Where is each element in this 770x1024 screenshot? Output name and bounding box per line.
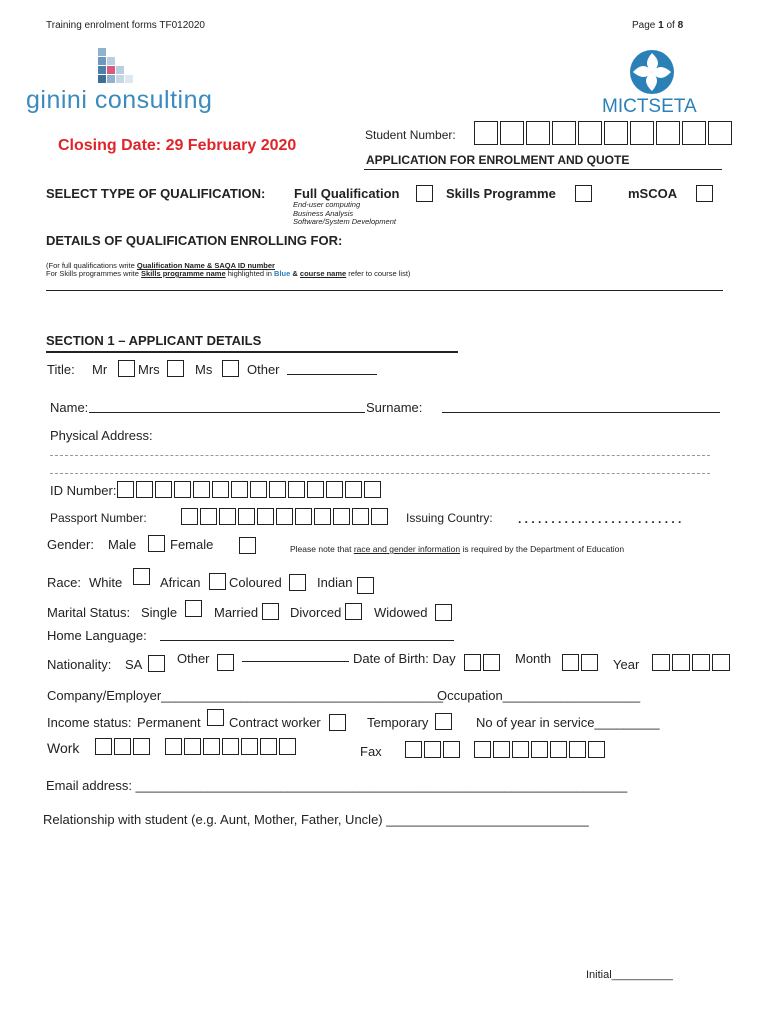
name-line[interactable] [89, 412, 365, 413]
sub-item-end-user: End-user computing [293, 200, 361, 209]
ms-label: Ms [195, 362, 213, 377]
company-employer-field[interactable]: Company/Employer_______________________________________ [47, 688, 444, 703]
form-code: Training enrolment forms TF012020 [46, 20, 205, 31]
divorced-checkbox[interactable] [345, 603, 362, 620]
passport-boxes[interactable] [181, 508, 388, 525]
dob-day-label: Date of Birth: Day [353, 651, 456, 666]
years-in-service-field[interactable]: No of year in service_________ [476, 715, 660, 730]
address-line-1[interactable] [50, 455, 710, 456]
nationality-other-line[interactable] [242, 661, 349, 662]
nationality-other-checkbox[interactable] [217, 654, 234, 671]
qualification-label: SELECT TYPE OF QUALIFICATION: [46, 186, 266, 201]
married-checkbox[interactable] [262, 603, 279, 620]
physical-address-label: Physical Address: [50, 428, 153, 443]
permanent-checkbox[interactable] [207, 709, 224, 726]
initial-field[interactable]: Initial__________ [586, 969, 673, 981]
ginini-logo [26, 46, 216, 118]
full-qualification-label: Full Qualification [294, 186, 400, 201]
sub-item-business-analysis: Business Analysis [293, 209, 354, 218]
page-indicator: Page 1 of 8 [632, 20, 684, 31]
student-number-boxes[interactable] [474, 121, 732, 145]
african-label: African [160, 575, 201, 590]
ms-checkbox[interactable] [222, 360, 239, 377]
nationality-label: Nationality: [47, 657, 112, 672]
sa-checkbox[interactable] [148, 655, 165, 672]
ginini-wordmark: ginini consulting [26, 86, 213, 114]
occupation-field[interactable]: Occupation___________________ [437, 688, 641, 703]
male-checkbox[interactable] [148, 535, 165, 552]
coloured-checkbox[interactable] [289, 574, 306, 591]
mscoa-label: mSCOA [628, 186, 678, 201]
home-language-label: Home Language: [47, 628, 147, 643]
white-checkbox[interactable] [133, 568, 150, 585]
issuing-country-dots[interactable]: . . . . . . . . . . . . . . . . . . . . . . . . . [518, 512, 682, 526]
section1-underline [46, 351, 458, 353]
mscoa-checkbox[interactable] [696, 185, 713, 202]
sub-item-software: Software/System Development [293, 217, 396, 226]
home-language-line[interactable] [160, 640, 454, 641]
female-label: Female [170, 537, 214, 552]
closing-date: Closing Date: 29 February 2020 [58, 137, 297, 154]
work-number-boxes[interactable] [165, 738, 296, 755]
work-phone-label: Work [47, 740, 80, 756]
marital-status-label: Marital Status: [47, 605, 131, 620]
details-heading: DETAILS OF QUALIFICATION ENROLLING FOR: [46, 233, 343, 248]
qualification-entry-line[interactable] [46, 290, 723, 291]
issuing-country-label: Issuing Country: [406, 511, 493, 525]
african-checkbox[interactable] [209, 573, 226, 590]
married-label: Married [214, 605, 259, 620]
gender-note: Please note that race and gender information is required by the Department of Education [290, 544, 625, 554]
temporary-checkbox[interactable] [435, 713, 452, 730]
race-label: Race: [47, 575, 81, 590]
male-label: Male [108, 537, 137, 552]
single-checkbox[interactable] [185, 600, 202, 617]
full-qualification-checkbox[interactable] [416, 185, 433, 202]
work-code-boxes[interactable] [95, 738, 150, 755]
permanent-label: Permanent [137, 715, 201, 730]
mictseta-logo [602, 48, 702, 118]
id-number-label: ID Number: [50, 483, 117, 498]
temporary-label: Temporary [367, 715, 429, 730]
contract-worker-label: Contract worker [229, 715, 321, 730]
surname-line[interactable] [442, 412, 720, 413]
female-checkbox[interactable] [239, 537, 256, 554]
white-label: White [89, 575, 123, 590]
nationality-other-label: Other [177, 651, 210, 666]
divorced-label: Divorced [290, 605, 342, 620]
gender-label: Gender: [47, 537, 94, 552]
passport-label: Passport Number: [50, 511, 147, 525]
details-note-2: For Skills programmes write Skills programme name highlighted in Blue & course name refer to course list) [46, 269, 411, 278]
section1-heading: SECTION 1 – APPLICANT DETAILS [46, 333, 262, 348]
indian-label: Indian [317, 575, 353, 590]
income-status-label: Income status: [47, 715, 132, 730]
coloured-label: Coloured [229, 575, 282, 590]
title-label: Title: [47, 362, 75, 377]
id-number-boxes[interactable] [117, 481, 381, 498]
fax-code-boxes[interactable] [405, 741, 460, 758]
dob-year-label: Year [613, 657, 640, 672]
contract-worker-checkbox[interactable] [329, 714, 346, 731]
application-title: APPLICATION FOR ENROLMENT AND QUOTE [366, 153, 630, 167]
dob-year-boxes[interactable] [652, 654, 730, 671]
title-underline [364, 169, 722, 170]
relationship-field[interactable]: Relationship with student (e.g. Aunt, Mother, Father, Uncle) ____________________________ [43, 812, 589, 827]
dob-month-boxes[interactable] [562, 654, 598, 671]
dob-day-boxes[interactable] [464, 654, 500, 671]
mrs-checkbox[interactable] [167, 360, 184, 377]
surname-label: Surname: [366, 400, 423, 415]
widowed-label: Widowed [374, 605, 428, 620]
student-number-label: Student Number: [365, 128, 456, 142]
skills-programme-checkbox[interactable] [575, 185, 592, 202]
single-label: Single [141, 605, 178, 620]
skills-programme-label: Skills Programme [446, 186, 556, 201]
email-field[interactable]: Email address: ____________________________________________________________________ [46, 778, 628, 793]
dob-month-label: Month [515, 651, 552, 666]
mr-label: Mr [92, 362, 108, 377]
indian-checkbox[interactable] [357, 577, 374, 594]
other-title-label: Other [247, 362, 280, 377]
details-note-1: (For full qualifications write Qualification Name & SAQA ID number [46, 261, 275, 270]
sa-label: SA [125, 657, 143, 672]
fax-label: Fax [360, 744, 382, 759]
widowed-checkbox[interactable] [435, 604, 452, 621]
address-line-2[interactable] [50, 473, 710, 474]
mictseta-wordmark: MICTSETA [602, 96, 697, 117]
fax-number-boxes[interactable] [474, 741, 605, 758]
mr-checkbox[interactable] [118, 360, 135, 377]
other-title-line[interactable] [287, 374, 377, 375]
mrs-label: Mrs [138, 362, 160, 377]
name-label: Name: [50, 400, 89, 415]
